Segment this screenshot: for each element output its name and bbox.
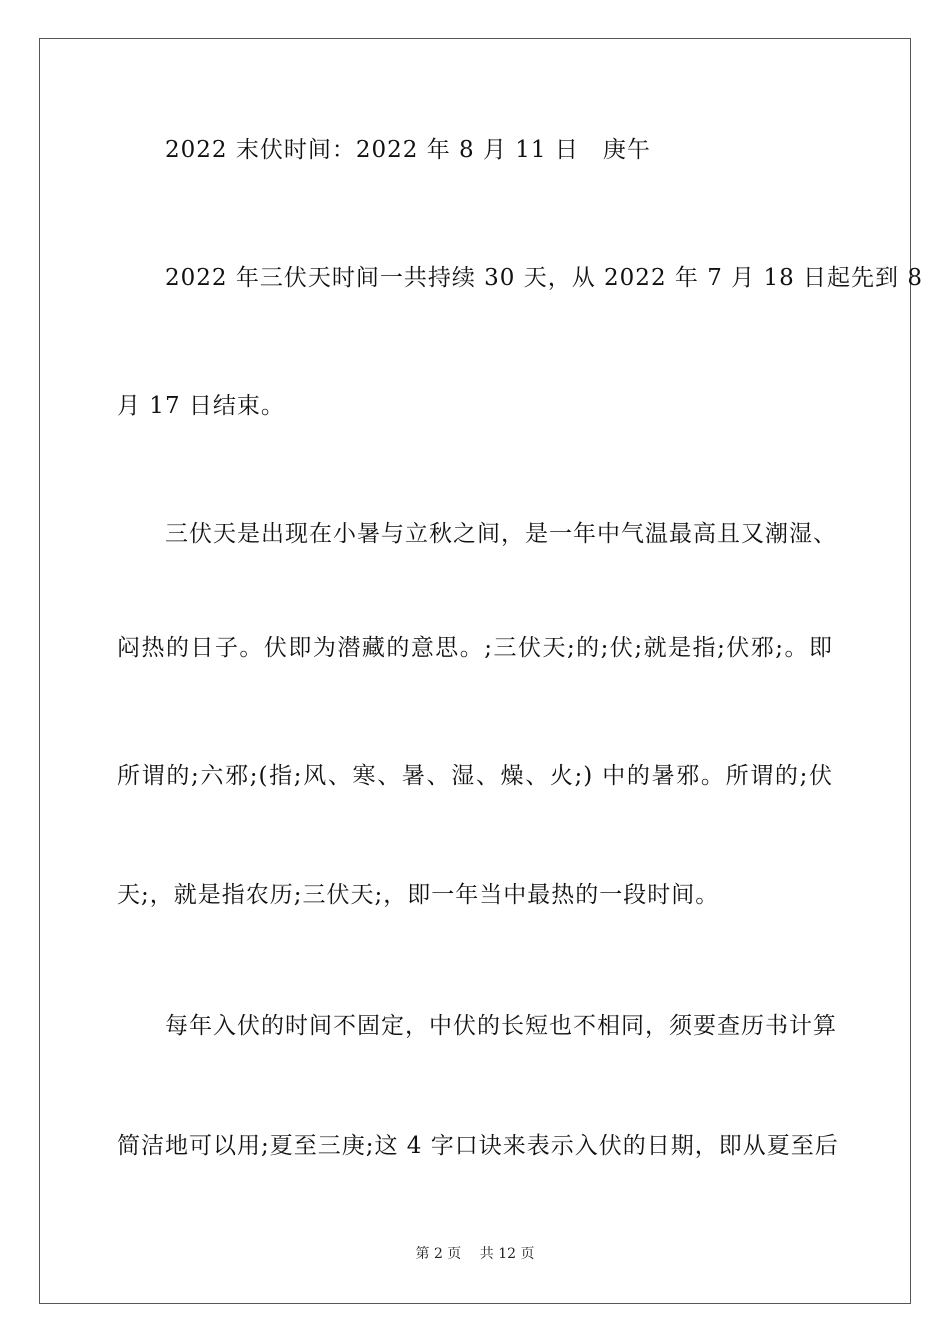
page-footer: 第 2 页 共 12 页 (415, 1246, 535, 1262)
paragraph-3-line-1: 三伏天是出现在小暑与立秋之间，是一年中气温最高且又潮湿、 (165, 521, 837, 547)
paragraph-3-line-4: 天;，就是指农历;三伏天;，即一年当中最热的一段时间。 (117, 882, 720, 908)
page-border (39, 38, 923, 1304)
paragraph-4-line-1: 每年入伏的时间不固定，中伏的长短也不相同，须要查历书计算 (165, 1013, 837, 1039)
paragraph-2-line-1: 2022 年三伏天时间一共持续 30 天，从 2022 年 7 月 18 日起先到 8 (165, 265, 923, 291)
paragraph-1-line-1: 2022 末伏时间：2022 年 8 月 11 日 庚午 (165, 137, 651, 163)
paragraph-3-line-3: 所谓的;六邪;(指;风、寒、暑、湿、燥、火;) 中的暑邪。所谓的;伏 (117, 763, 833, 789)
paragraph-2-line-2: 月 17 日结束。 (117, 393, 285, 419)
paragraph-3-line-2: 闷热的日子。伏即为潜藏的意思。;三伏天;的;伏;就是指;伏邪;。即 (117, 635, 833, 661)
paragraph-4-line-2: 简洁地可以用;夏至三庚;这 4 字口诀来表示入伏的日期，即从夏至后 (117, 1133, 839, 1159)
